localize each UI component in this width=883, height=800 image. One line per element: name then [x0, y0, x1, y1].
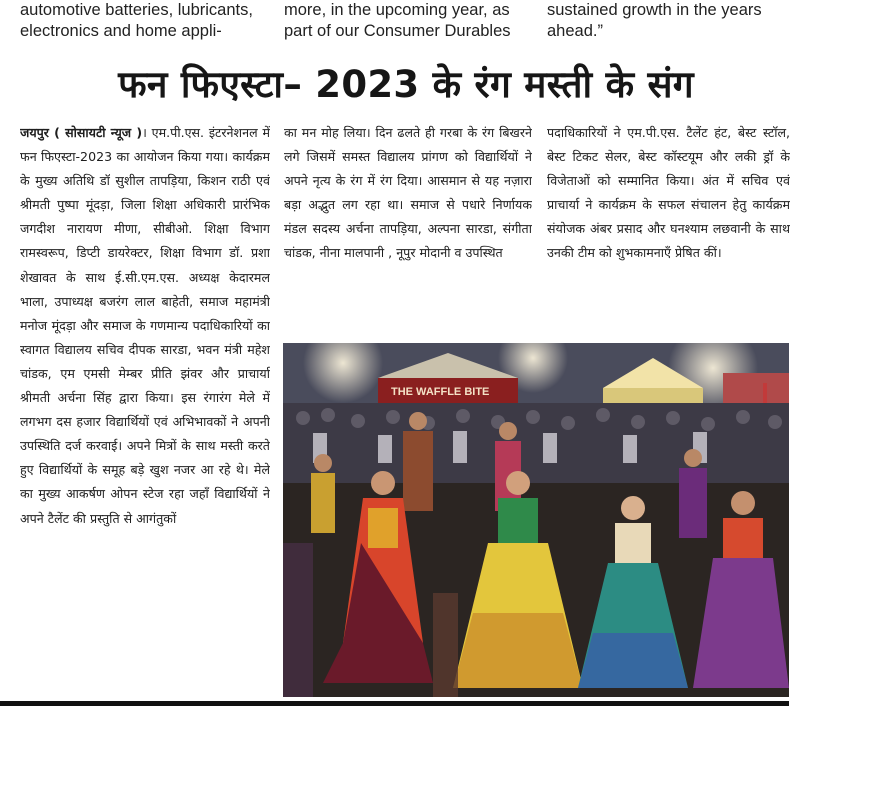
article-column-1-text: । एम.पी.एस. इंटरनेशनल में फन फिएस्टा-2023 का आयोजन किया गया। कार्यक्रम के मुख्य अतिथि डॉ सुशील तापड़िया, किशन राठी एवं श्रीमती पुष्पा मूंदड़ा, जिला शिक्षा अधिकारी प्रारंभिक जगदीश नारायण मीणा, सीबीओ. शिक्षा विभाग रामस्वरूप, डिप्टी डायरेक्टर, शिक्षा विभाग डॉ. प्रशा शेखावत के साथ ई.सी.एम.एस. अध्यक्ष केदारमल भाला, उपाध्यक्ष बजरंग लाल बाहेती, समाज महामंत्री मनोज मूंदड़ा और समाज के गणमान्य पदाधिकारियों का स्वागत विद्यालय सचिव दीपक सारडा, भवन मंत्री महेश चांडक, एम एमसी मेम्बर प्रीति झंवर और प्राचार्या श्रीमती अर्चना सिंह द्वारा किया। इस रंगारंग मेले में लगभग दस हजार विद्यार्थियों एवं अभिभावकों ने अपनी उपस्थिति दर्ज करवाई। अपने मित्रों के साथ मस्ती करते हुए विद्यार्थियों के समूह बड़े खुश नजर आ रहे थे। मेले का मुख्य आकर्षण ओपन स्टेज रहा जहाँ विद्यार्थियों ने अपने टैलेंट की प्रस्तुति से आगंतुकों — [20, 125, 270, 526]
event-photo — [283, 343, 789, 697]
stall-sign: THE WAFFLE BITE — [391, 386, 490, 398]
garba-dance-scene — [283, 343, 789, 697]
article-dateline: जयपुर ( सोसायटी न्यूज ) — [20, 125, 143, 140]
column-rule — [0, 701, 789, 706]
article-column-1 — [20, 121, 270, 699]
top-strip-column-2: more, in the upcoming year, as part of our Consumer Durables — [284, 1, 511, 40]
article-column-3: पदाधिकारियों ने एम.पी.एस. टैलेंट हंट, बेस्ट स्टॉल, बेस्ट टिकट सेलर, बेस्ट कॉस्टयूम और लकी ड्रॉ के विजेताओं को सम्मानित किया। अंत में सचिव एवं प्राचार्या ने कार्यक्रम के सफल संचालन हेतु कार्यक्रम संयोजक अंबर प्रसाद और घनश्याम लछवानी के साथ उनकी टीम को शुभकामनाएँ प्रेषित कीं। — [547, 125, 790, 261]
article-column-2: का मन मोह लिया। दिन ढलते ही गरबा के रंग बिखरने लगे जिसमें समस्त विद्यालय प्रांगण को विद्यार्थियों ने अपने नृत्य के रंग में रंग दिया। आसमान से यह नज़ारा बड़ा अद्भुत लग रहा था। समाज से पधारे निर्णायक मंडल सदस्य अर्चना तापड़िया, अल्पना सारडा, संगीता चांडक, नीना मालपानी , नूपुर मोदानी व उपस्थित — [284, 125, 532, 261]
article-headline: फन फिएस्टा– 2023 के रंग मस्ती के संग — [118, 63, 694, 106]
top-strip-column-3: sustained growth in the years ahead.” — [547, 1, 762, 40]
top-strip-column-1: automotive batteries, lubricants, electronics and home appli- — [20, 1, 253, 40]
